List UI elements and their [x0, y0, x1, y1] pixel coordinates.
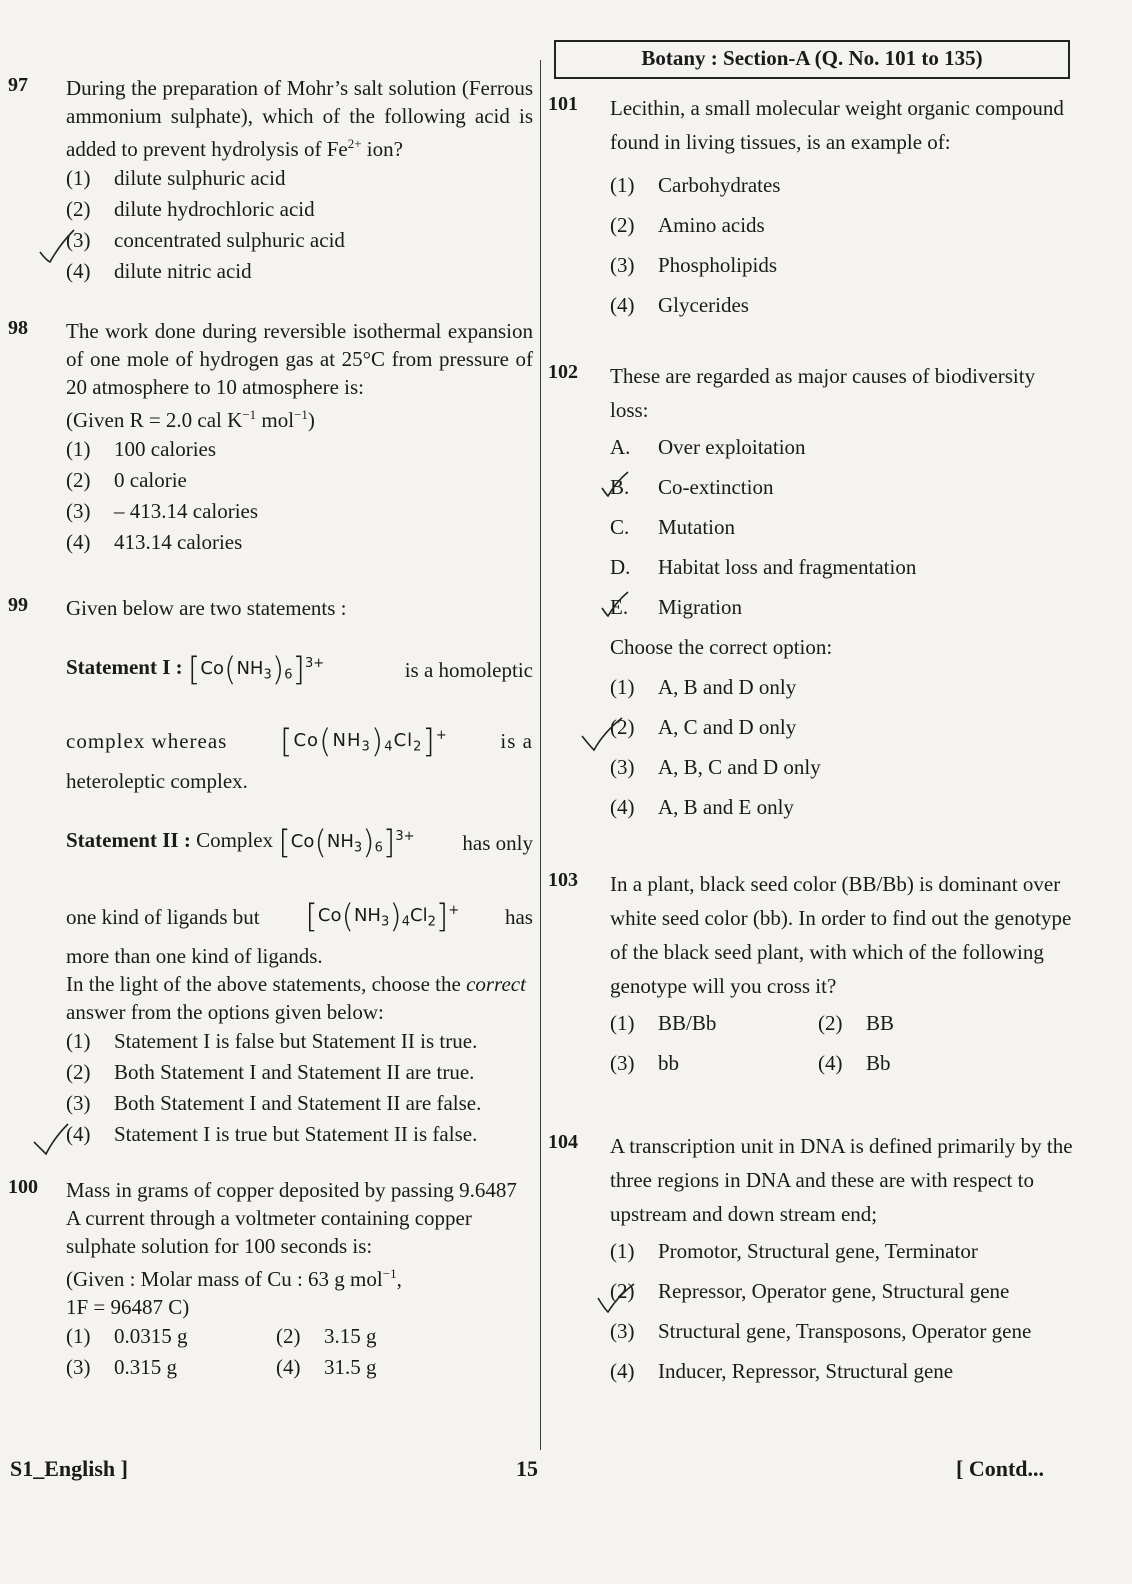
option[interactable]: (3) concentrated sulphuric acid	[66, 228, 345, 252]
question-text: Mass in grams of copper deposited by passing 9.6487 A current through a voltmeter containing copper sulphate solution for 100 seconds is:	[66, 1178, 517, 1259]
column-divider	[540, 60, 541, 1450]
option[interactable]: (2) Repressor, Operator gene, Structural gene	[610, 1279, 1010, 1303]
question-101	[548, 91, 1076, 325]
complex-heteroleptic: $[Co(NH_3)_4Cl_2]^+$	[305, 896, 460, 935]
question-103	[548, 867, 1076, 1083]
choose-instruction: Choose the correct option:	[610, 635, 833, 659]
question-number: 100	[8, 1176, 38, 1199]
statement-2-end: more than one kind of ligands.	[66, 944, 323, 969]
question-text: In a plant, black seed color (BB/Bb) is dominant over white seed color (bb). In order to find out the genotype of the black seed plant, with which of the following genotype will you cross it?	[610, 872, 1072, 998]
options-grid	[610, 1003, 1076, 1083]
complex-heteroleptic: $[Co(NH_3)_4Cl_2]^+$	[279, 721, 448, 760]
left-column	[8, 74, 533, 1407]
footer-right: [ Contd...	[956, 1456, 1045, 1481]
option[interactable]: (4) 31.5 g	[276, 1355, 377, 1380]
option[interactable]: (1) Carbohydrates	[610, 173, 781, 197]
given-constant: (Given : Molar mass of Cu : 63 g mol$^{-1}$,	[66, 1266, 402, 1292]
option[interactable]: (1) BB/Bb	[610, 1011, 717, 1035]
option[interactable]: (3) Structural gene, Transposons, Operator gene	[610, 1319, 1032, 1343]
tick-mark-icon	[600, 470, 630, 500]
page-number: 15	[516, 1456, 538, 1481]
option[interactable]: (3) Both Statement I and Statement II are false.	[66, 1091, 482, 1116]
given-constant: (Given R = 2.0 cal $K^{-1}$ mol$^{-1}$)	[66, 407, 315, 432]
question-number: 97	[8, 74, 28, 96]
option[interactable]: (4) Inducer, Repressor, Structural gene	[610, 1359, 954, 1383]
statement-1: Statement I : $[Co(NH_3)_6]^{3+}$ is a homoleptic	[66, 650, 533, 688]
option[interactable]: (4) Statement I is true but Statement II is false.	[66, 1122, 478, 1147]
option[interactable]: (3) – 413.14 calories	[66, 499, 259, 523]
option[interactable]: (2) dilute hydrochloric acid	[66, 197, 315, 221]
option[interactable]: (1) 100 calories	[66, 437, 217, 461]
list-item: B. Co-extinction	[610, 475, 774, 499]
complex-homoleptic: $[Co(NH_3)_6]^{3+}$	[187, 650, 325, 688]
option[interactable]: (4) Glycerides	[610, 293, 749, 317]
tick-mark-icon	[600, 590, 630, 620]
given-constant-2: 1F = 96487 C)	[66, 1295, 190, 1320]
option[interactable]: (2) 3.15 g	[276, 1324, 377, 1349]
option[interactable]: (4) 413.14 calories	[66, 530, 243, 554]
option[interactable]: (2) BB	[818, 1011, 895, 1035]
option[interactable]: (3) 0.315 g	[66, 1355, 177, 1380]
option[interactable]: (2) A, C and D only	[610, 715, 797, 739]
list-item: C. Mutation	[610, 515, 735, 539]
option[interactable]: (1) Promotor, Structural gene, Terminator	[610, 1239, 978, 1263]
statement-1-cont: complex whereas $[Co(NH_3)_4Cl_2]^+$ is a	[66, 716, 533, 768]
option[interactable]: (3) bb	[610, 1051, 679, 1075]
complex-homoleptic: $[Co(NH_3)_6]^{3+}$	[278, 823, 415, 862]
question-text: The work done during reversible isothermal expansion of one mole of hydrogen gas at 25°C from pressure of 20 atmosphere to 10 atmosphere is:	[66, 319, 533, 399]
statement-2: Statement II : Complex $[Co(NH_3)_6]^{3+}$ has only	[66, 823, 533, 862]
option[interactable]: (2) Both Statement I and Statement II are true.	[66, 1060, 475, 1085]
tick-mark-icon	[38, 226, 78, 266]
question-text: A transcription unit in DNA is defined primarily by the three regions in DNA and these are with respect to upstream and down stream end;	[610, 1134, 1073, 1226]
question-98	[8, 317, 533, 558]
statement-2-cont: one kind of ligands but $[Co(NH_3)_4Cl_2]^+$ has	[66, 891, 533, 943]
list-item: E. Migration	[610, 595, 742, 619]
statement-1-end: heteroleptic complex.	[66, 769, 248, 794]
question-text: Lecithin, a small molecular weight organic compound found in living tissues, is an example of:	[610, 96, 1064, 154]
option[interactable]: (2) 0 calorie	[66, 468, 187, 492]
right-column	[548, 40, 1076, 1415]
option[interactable]: (4) dilute nitric acid	[66, 259, 252, 283]
options-grid	[66, 1321, 533, 1383]
footer-left: S1_English ]	[10, 1456, 128, 1481]
instruction: In the light of the above statements, choose the correct answer from the options given below:	[66, 972, 526, 1025]
question-number: 101	[548, 93, 578, 115]
question-104	[548, 1129, 1076, 1391]
question-text: During the preparation of Mohr’s salt solution (Ferrous ammonium sulphate), which of the following acid is added to prevent hydrolysis of $Fe^{2+}$ ion?	[66, 76, 533, 161]
tick-mark-icon	[32, 1120, 72, 1160]
question-number: 104	[548, 1131, 578, 1153]
question-intro: Given below are two statements :	[66, 596, 347, 620]
option[interactable]: (1) dilute sulphuric acid	[66, 166, 286, 190]
question-text: These are regarded as major causes of biodiversity loss:	[610, 364, 1036, 422]
question-97	[8, 74, 533, 287]
question-99	[8, 594, 533, 1150]
option[interactable]: (1) A, B and D only	[610, 675, 797, 699]
option[interactable]: (4) Bb	[818, 1051, 891, 1075]
tick-mark-icon	[580, 716, 624, 756]
question-number: 102	[548, 361, 578, 383]
tick-mark-icon	[596, 1282, 636, 1316]
option[interactable]: (1) 0.0315 g	[66, 1324, 188, 1349]
option[interactable]: (4) A, B and E only	[610, 795, 794, 819]
question-number: 103	[548, 869, 578, 891]
question-number: 98	[8, 317, 28, 339]
question-100	[8, 1176, 533, 1383]
list-item: A. Over exploitation	[610, 435, 806, 459]
option[interactable]: (3) Phospholipids	[610, 253, 778, 277]
section-header: Botany : Section-A (Q. No. 101 to 135)	[554, 40, 1070, 79]
option[interactable]: (2) Amino acids	[610, 213, 765, 237]
option[interactable]: (1) Statement I is false but Statement II is true.	[66, 1029, 478, 1054]
list-item: D. Habitat loss and fragmentation	[610, 555, 917, 579]
question-number: 99	[8, 594, 28, 616]
option[interactable]: (3) A, B, C and D only	[610, 755, 821, 779]
